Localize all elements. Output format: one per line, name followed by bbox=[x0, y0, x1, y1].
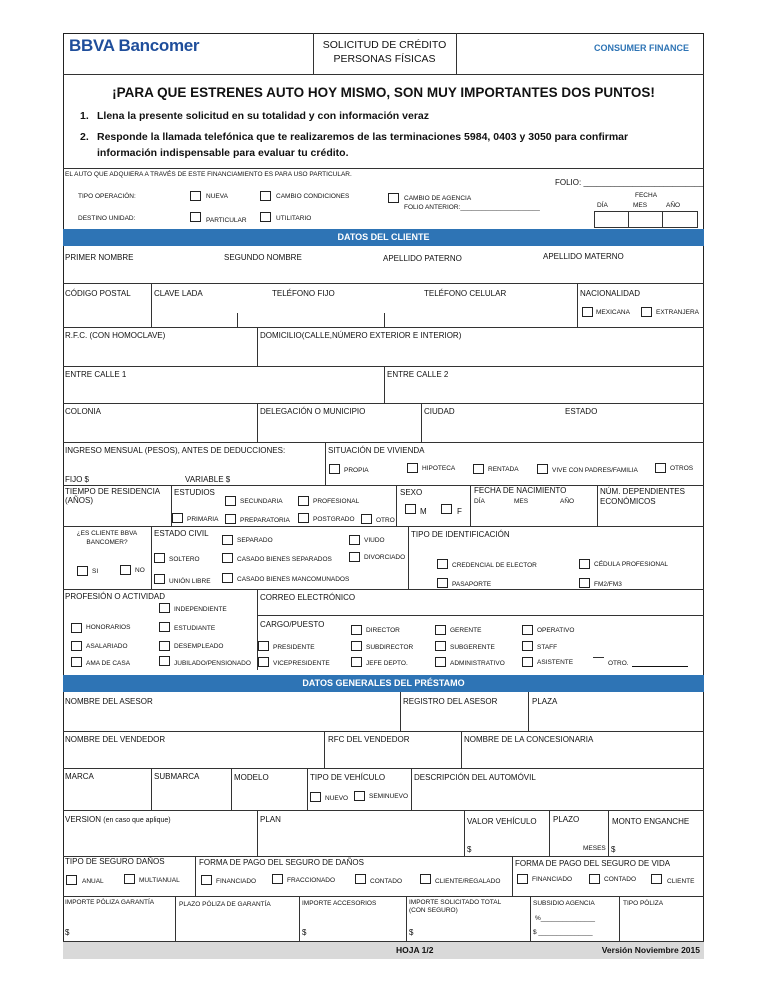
mexicana-label: MEXICANA bbox=[596, 309, 630, 316]
clave-lada-label: CLAVE LADA bbox=[154, 289, 203, 298]
seminuevo-label: SEMINUEVO bbox=[369, 793, 409, 800]
divider bbox=[608, 810, 609, 856]
rfc-vendedor-label: RFC DEL VENDEDOR bbox=[328, 735, 410, 744]
codigo-postal-label: CÓDIGO POSTAL bbox=[65, 289, 131, 298]
divider bbox=[63, 526, 704, 527]
nombre-concesionaria-label: NOMBRE DE LA CONCESIONARIA bbox=[464, 735, 594, 744]
version-note: (en caso que aplique) bbox=[103, 817, 171, 824]
client-section-band: DATOS DEL CLIENTE bbox=[63, 229, 704, 246]
anual-checkbox[interactable] bbox=[66, 875, 77, 885]
operativo-label: OPERATIVO bbox=[537, 627, 575, 634]
colonia-label: COLONIA bbox=[65, 407, 102, 416]
desempleado-label: DESEMPLEADO bbox=[174, 643, 224, 650]
dependientes-line2: ECONÓMICOS bbox=[600, 497, 656, 506]
primer-nombre-label: PRIMER NOMBRE bbox=[65, 253, 134, 262]
importe-solicitado-label bbox=[409, 899, 501, 915]
divider bbox=[408, 526, 409, 589]
presidente-label: PRESIDENTE bbox=[273, 644, 315, 651]
subdirector-label: SUBDIRECTOR bbox=[366, 644, 414, 651]
tipo-operacion-label: TIPO OPERACIÓN: bbox=[78, 193, 136, 200]
credencial-elector-checkbox[interactable] bbox=[437, 559, 448, 569]
es-cliente-line1: ¿ES CLIENTE BBVA bbox=[76, 530, 138, 537]
union-libre-label: UNIÓN LIBRE bbox=[169, 578, 211, 585]
secundaria-checkbox[interactable] bbox=[225, 496, 236, 506]
fecha-nacimiento-label: FECHA DE NACIMIENTO bbox=[474, 486, 567, 495]
union-libre-checkbox[interactable] bbox=[154, 574, 165, 584]
financiado-danos-checkbox[interactable] bbox=[201, 875, 212, 885]
otros-checkbox[interactable] bbox=[655, 463, 666, 473]
divider bbox=[597, 485, 598, 526]
staff-label: STAFF bbox=[537, 644, 558, 651]
gerente-checkbox[interactable] bbox=[435, 625, 446, 635]
cambio-condiciones-checkbox[interactable] bbox=[260, 191, 271, 201]
forma-pago-danos-label: FORMA DE PAGO DEL SEGURO DE DAÑOS bbox=[199, 858, 364, 867]
fijo-label: FIJO $ bbox=[65, 475, 90, 484]
asalariado-checkbox[interactable] bbox=[71, 641, 82, 651]
divider bbox=[619, 896, 620, 941]
cambio-agencia-label: CAMBIO DE AGENCIA bbox=[404, 195, 472, 202]
sexo-f-label: F bbox=[457, 507, 462, 516]
divorciado-label: DIVORCIADO bbox=[364, 554, 406, 561]
asalariado-label: ASALARIADO bbox=[86, 643, 128, 650]
ama-casa-checkbox[interactable] bbox=[71, 657, 82, 667]
meses-label: MESES bbox=[583, 845, 606, 852]
utilitario-label: UTILITARIO bbox=[276, 215, 312, 222]
promo-item-2-text-a: Responde la llamada telefónica que te realizaremos de las terminaciones 5984, 0403 y 3050 para confirmar bbox=[97, 131, 629, 143]
divider bbox=[63, 168, 704, 169]
monto-enganche-label: MONTO ENGANCHE bbox=[612, 817, 690, 826]
multianual-checkbox[interactable] bbox=[124, 874, 135, 884]
divider bbox=[384, 313, 385, 327]
pasaporte-checkbox[interactable] bbox=[437, 578, 448, 588]
bbva-logo bbox=[69, 36, 199, 56]
administrativo-label: ADMINISTRATIVO bbox=[450, 660, 505, 667]
cedula-checkbox[interactable] bbox=[579, 559, 590, 569]
fraccionado-checkbox[interactable] bbox=[272, 874, 283, 884]
fraccionado-label: FRACCIONADO bbox=[287, 877, 336, 884]
forma-pago-vida-label: FORMA DE PAGO DEL SEGURO DE VIDA bbox=[515, 859, 671, 868]
divider bbox=[530, 896, 531, 941]
divider bbox=[299, 896, 300, 941]
nuevo-label: NUEVO bbox=[325, 795, 349, 802]
particular-checkbox[interactable] bbox=[190, 212, 201, 222]
doc-title bbox=[313, 38, 456, 66]
profesional-checkbox[interactable] bbox=[298, 496, 309, 506]
importe-poliza-dollar: $ bbox=[65, 928, 70, 937]
dependientes-line1: NÚM. DEPENDIENTES bbox=[600, 487, 685, 496]
subsidio-label: SUBSIDIO AGENCIA bbox=[533, 900, 595, 907]
nacionalidad-label: NACIONALIDAD bbox=[580, 289, 641, 298]
cliente-si-checkbox[interactable] bbox=[77, 566, 88, 576]
registro-asesor-label: REGISTRO DEL ASESOR bbox=[403, 697, 498, 706]
profesional-label: PROFESIONAL bbox=[313, 498, 360, 505]
valor-vehiculo-label: VALOR VEHÍCULO bbox=[467, 817, 537, 826]
divider bbox=[406, 896, 407, 941]
gerente-label: GERENTE bbox=[450, 627, 482, 634]
profesion-label: PROFESIÓN O ACTIVIDAD bbox=[65, 592, 166, 601]
domicilio-label: DOMICILIO(CALLE,NÚMERO EXTERIOR E INTERIOR) bbox=[260, 331, 462, 340]
divider bbox=[257, 615, 704, 616]
divider bbox=[175, 896, 176, 941]
tipo-identificacion-label: TIPO DE IDENTIFICACIÓN bbox=[411, 530, 510, 539]
divider bbox=[577, 283, 578, 327]
estudios-label: ESTUDIOS bbox=[174, 488, 215, 497]
cliente-regalado-label: CLIENTE/REGALADO bbox=[435, 878, 501, 885]
estudiante-checkbox[interactable] bbox=[159, 622, 170, 632]
ciudad-label: CIUDAD bbox=[424, 407, 455, 416]
casado-separados-label: CASADO BIENES SEPARADOS bbox=[237, 556, 332, 563]
promo-headline: ¡PARA QUE ESTRENES AUTO HOY MISMO, SON MUY IMPORTANTES DOS PUNTOS! bbox=[112, 85, 655, 100]
separado-checkbox[interactable] bbox=[222, 535, 233, 545]
seminuevo-checkbox[interactable] bbox=[354, 791, 365, 801]
fm2-checkbox[interactable] bbox=[579, 578, 590, 588]
staff-checkbox[interactable] bbox=[522, 641, 533, 651]
fecha-dia-label: DÍA bbox=[597, 202, 608, 209]
pasaporte-label: PASAPORTE bbox=[452, 581, 492, 588]
tiempo-residencia-line1: TIEMPO DE RESIDENCIA bbox=[65, 487, 161, 496]
otros-label: OTROS bbox=[670, 465, 694, 472]
divider bbox=[63, 731, 704, 732]
correo-label: CORREO ELECTRÓNICO bbox=[260, 593, 356, 602]
divider bbox=[461, 731, 462, 768]
apellido-paterno-label: APELLIDO PATERNO bbox=[383, 254, 462, 263]
rentada-checkbox[interactable] bbox=[473, 464, 484, 474]
divider bbox=[63, 768, 704, 769]
ama-casa-label: AMA DE CASA bbox=[86, 660, 131, 667]
divider bbox=[411, 768, 412, 810]
independiente-label: INDEPENDIENTE bbox=[174, 606, 227, 613]
casado-mancomunados-checkbox[interactable] bbox=[222, 573, 233, 583]
divider bbox=[400, 692, 401, 731]
preparatoria-label: PREPARATORIA bbox=[240, 517, 290, 524]
page-number: HOJA 1/2 bbox=[396, 945, 434, 955]
tiempo-residencia-line2: (AÑOS) bbox=[65, 496, 93, 505]
segundo-nombre-label: SEGUNDO NOMBRE bbox=[224, 253, 302, 262]
jefe-depto-label: JEFE DEPTO. bbox=[366, 660, 408, 667]
sexo-f-checkbox[interactable] bbox=[441, 504, 452, 514]
divider bbox=[464, 810, 465, 856]
asistente-label: ASISTENTE bbox=[537, 659, 574, 666]
promo-item-2-num: 2. bbox=[80, 131, 89, 143]
divider bbox=[63, 74, 704, 75]
divider bbox=[307, 768, 308, 810]
nuevo-checkbox[interactable] bbox=[310, 792, 321, 802]
casado-separados-checkbox[interactable] bbox=[222, 553, 233, 563]
cargo-label: CARGO/PUESTO bbox=[260, 620, 325, 629]
tipo-poliza-label: TIPO PÓLIZA bbox=[623, 900, 664, 907]
tipo-vehiculo-label: TIPO DE VEHÍCULO bbox=[310, 773, 386, 782]
soltero-checkbox[interactable] bbox=[154, 553, 165, 563]
promo-item-2-text-b: información indispensable para evaluar tu crédito. bbox=[97, 147, 349, 159]
otro-cargo-label: OTRO. bbox=[608, 660, 629, 667]
hipoteca-label: HIPOTECA bbox=[422, 465, 456, 472]
rentada-label: RENTADA bbox=[488, 466, 519, 473]
particular-label: PARTICULAR bbox=[206, 217, 247, 224]
divider bbox=[528, 692, 529, 731]
es-cliente-line2: BANCOMER? bbox=[86, 539, 128, 546]
es-cliente-label bbox=[73, 529, 141, 547]
plaza-label: PLAZA bbox=[532, 697, 558, 706]
fecha-nac-dia-label: DÍA bbox=[474, 498, 485, 505]
fecha-anio-label: AÑO bbox=[666, 202, 681, 209]
credencial-elector-label: CREDENCIAL DE ELECTOR bbox=[452, 562, 537, 569]
vicepresidente-label: VICEPRESIDENTE bbox=[273, 660, 330, 667]
subsidio-pct-field[interactable]: %_______________ bbox=[535, 915, 596, 922]
fecha-nac-mes-label: MES bbox=[514, 498, 529, 505]
descripcion-label: DESCRIPCIÓN DEL AUTOMÓVIL bbox=[414, 773, 536, 782]
vicepresidente-checkbox[interactable] bbox=[258, 657, 269, 667]
divider bbox=[470, 485, 471, 526]
divider bbox=[628, 211, 629, 228]
contado-vida-checkbox[interactable] bbox=[589, 874, 600, 884]
postgrado-label: POSTGRADO bbox=[313, 516, 355, 523]
apellido-materno-label: APELLIDO MATERNO bbox=[543, 252, 624, 261]
hipoteca-checkbox[interactable] bbox=[407, 463, 418, 473]
footer-bar bbox=[63, 941, 704, 959]
fecha-box[interactable] bbox=[594, 211, 698, 228]
extranjera-checkbox[interactable] bbox=[641, 307, 652, 317]
director-checkbox[interactable] bbox=[351, 625, 362, 635]
presidente-checkbox[interactable] bbox=[258, 641, 269, 651]
divider bbox=[549, 810, 550, 856]
divider bbox=[63, 442, 704, 443]
plan-label: PLAN bbox=[260, 815, 281, 824]
divider bbox=[325, 442, 326, 485]
marca-label: MARCA bbox=[65, 772, 94, 781]
importe-accesorios-label: IMPORTE ACCESORIOS bbox=[302, 900, 377, 907]
plazo-label: PLAZO bbox=[553, 815, 580, 824]
divider bbox=[512, 856, 513, 896]
divider bbox=[257, 810, 258, 856]
director-label: DIRECTOR bbox=[366, 627, 400, 634]
otro-cargo-field[interactable] bbox=[632, 666, 688, 667]
otro-cargo-mark bbox=[593, 657, 604, 658]
divider bbox=[63, 403, 704, 404]
otro-estudio-checkbox[interactable] bbox=[361, 514, 372, 524]
financiado-vida-checkbox[interactable] bbox=[517, 874, 528, 884]
cedula-label: CÉDULA PROFESIONAL bbox=[594, 561, 669, 568]
situacion-vivienda-label: SITUACIÓN DE VIVIENDA bbox=[328, 446, 425, 455]
divider bbox=[195, 856, 196, 896]
divider bbox=[151, 283, 152, 327]
honorarios-checkbox[interactable] bbox=[71, 623, 82, 633]
divider bbox=[324, 731, 325, 768]
entre-calle-2-label: ENTRE CALLE 2 bbox=[387, 370, 449, 379]
propia-checkbox[interactable] bbox=[329, 464, 340, 474]
divider bbox=[456, 33, 457, 74]
divider bbox=[257, 403, 258, 442]
folio-anterior-field[interactable]: FOLIO ANTERIOR:______________________ bbox=[404, 204, 540, 211]
cliente-no-checkbox[interactable] bbox=[120, 565, 131, 575]
financiado-vida-label: FINANCIADO bbox=[532, 876, 573, 883]
subsidio-amt-field[interactable]: $ _______________ bbox=[533, 929, 593, 936]
divider bbox=[63, 896, 704, 897]
divider bbox=[151, 526, 152, 589]
otro-estudio-label: OTRO bbox=[376, 517, 395, 524]
tiempo-residencia-label bbox=[65, 487, 160, 505]
contado-danos-checkbox[interactable] bbox=[355, 874, 366, 884]
divider bbox=[237, 313, 238, 327]
cambio-agencia-checkbox[interactable] bbox=[388, 193, 399, 203]
propia-label: PROPIA bbox=[344, 467, 369, 474]
plazo-poliza-label: PLAZO PÓLIZA DE GARANTÍA bbox=[179, 901, 271, 908]
nueva-checkbox[interactable] bbox=[190, 191, 201, 201]
divider bbox=[63, 283, 704, 284]
viudo-checkbox[interactable] bbox=[349, 535, 360, 545]
administrativo-checkbox[interactable] bbox=[435, 657, 446, 667]
divider bbox=[421, 403, 422, 442]
submarca-label: SUBMARCA bbox=[154, 772, 200, 781]
importe-accesorios-dollar: $ bbox=[302, 928, 307, 937]
fecha-mes-label: MES bbox=[633, 202, 648, 209]
divider bbox=[396, 485, 397, 526]
version-date: Versión Noviembre 2015 bbox=[601, 945, 700, 955]
cliente-no-label: NO bbox=[135, 567, 145, 574]
promo-item-1-text: Llena la presente solicitud en su totalidad y con información veraz bbox=[97, 110, 429, 122]
loan-section-band: DATOS GENERALES DEL PRÉSTAMO bbox=[63, 675, 704, 692]
tipo-seguro-danos-label: TIPO DE SEGURO DAÑOS bbox=[65, 857, 165, 866]
estudiante-label: ESTUDIANTE bbox=[174, 625, 216, 632]
nueva-label: NUEVA bbox=[206, 193, 228, 200]
secundaria-label: SECUNDARIA bbox=[240, 498, 283, 505]
fecha-label: FECHA bbox=[635, 192, 658, 199]
divider bbox=[63, 589, 704, 590]
separado-label: SEPARADO bbox=[237, 537, 273, 544]
subdirector-checkbox[interactable] bbox=[351, 641, 362, 651]
asistente-checkbox[interactable] bbox=[522, 657, 533, 667]
casado-mancomunados-label: CASADO BIENES MANCOMUNADOS bbox=[237, 576, 350, 583]
promo-item-2 bbox=[80, 129, 628, 161]
dependientes-label bbox=[600, 487, 685, 507]
vive-padres-label: VIVE CON PADRES/FAMILIA bbox=[552, 467, 638, 474]
subgerente-label: SUBGERENTE bbox=[450, 644, 495, 651]
cambio-condiciones-label: CAMBIO CONDICIONES bbox=[276, 193, 350, 200]
importe-poliza-label: IMPORTE PÓLIZA GARANTÍA bbox=[65, 899, 155, 906]
importe-solicitado-dollar: $ bbox=[409, 928, 414, 937]
version-label bbox=[65, 815, 171, 826]
postgrado-checkbox[interactable] bbox=[298, 513, 309, 523]
entre-calle-1-label: ENTRE CALLE 1 bbox=[65, 370, 127, 379]
divider bbox=[63, 485, 704, 486]
delegacion-label: DELEGACIÓN O MUNICIPIO bbox=[260, 407, 366, 416]
primaria-checkbox[interactable] bbox=[172, 513, 183, 523]
version-text: VERSION bbox=[65, 815, 102, 824]
divorciado-checkbox[interactable] bbox=[349, 552, 360, 562]
divider bbox=[231, 768, 232, 810]
utilitario-checkbox[interactable] bbox=[260, 212, 271, 222]
contado-vida-label: CONTADO bbox=[604, 876, 637, 883]
importe-solicitado-line1: IMPORTE SOLICITADO TOTAL bbox=[409, 899, 502, 906]
cliente-regalado-checkbox[interactable] bbox=[420, 874, 431, 884]
cliente-vida-checkbox[interactable] bbox=[651, 874, 662, 884]
contado-danos-label: CONTADO bbox=[370, 878, 403, 885]
doc-title-line1: SOLICITUD DE CRÉDITO bbox=[322, 39, 447, 51]
valor-vehiculo-dollar: $ bbox=[467, 845, 472, 854]
mexicana-checkbox[interactable] bbox=[582, 307, 593, 317]
estado-civil-label: ESTADO CIVIL bbox=[154, 529, 209, 538]
promo-item-1 bbox=[80, 110, 429, 122]
divider bbox=[662, 211, 663, 228]
jefe-depto-checkbox[interactable] bbox=[351, 657, 362, 667]
desempleado-checkbox[interactable] bbox=[159, 641, 170, 651]
cliente-si-label: SI bbox=[92, 568, 99, 575]
sexo-label: SEXO bbox=[400, 488, 423, 497]
logo-text: BBVA Bancomer bbox=[69, 36, 200, 55]
monto-enganche-dollar: $ bbox=[611, 845, 616, 854]
divider bbox=[384, 366, 385, 403]
variable-label: VARIABLE $ bbox=[185, 475, 231, 484]
disclaimer: EL AUTO QUE ADQUIERA A TRAVÉS DE ESTE FINANCIAMIENTO ES PARA USO PARTICULAR. bbox=[65, 171, 352, 178]
sexo-m-checkbox[interactable] bbox=[405, 504, 416, 514]
telefono-celular-label: TELÉFONO CELULAR bbox=[424, 289, 507, 298]
rfc-label: R.F.C. (CON HOMOCLAVE) bbox=[65, 331, 166, 340]
honorarios-label: HONORARIOS bbox=[86, 624, 131, 631]
multianual-label: MULTIANUAL bbox=[139, 877, 180, 884]
divider bbox=[63, 327, 704, 328]
subgerente-checkbox[interactable] bbox=[435, 641, 446, 651]
estado-label: ESTADO bbox=[565, 407, 598, 416]
anual-label: ANUAL bbox=[82, 878, 104, 885]
fm2-label: FM2/FM3 bbox=[594, 581, 622, 588]
importe-solicitado-line2: (CON SEGURO) bbox=[409, 907, 458, 914]
nombre-asesor-label: NOMBRE DEL ASESOR bbox=[65, 697, 153, 706]
divider bbox=[151, 768, 152, 810]
primaria-label: PRIMARIA bbox=[187, 516, 219, 523]
ingreso-label: INGRESO MENSUAL (PESOS), ANTES DE DEDUCCIONES: bbox=[65, 446, 286, 455]
cliente-vida-label: CLIENTE bbox=[667, 878, 695, 885]
preparatoria-checkbox[interactable] bbox=[225, 514, 236, 524]
extranjera-label: EXTRANJERA bbox=[656, 309, 699, 316]
doc-title-line2: PERSONAS FÍSICAS bbox=[333, 53, 436, 65]
telefono-fijo-label: TELÉFONO FIJO bbox=[272, 289, 335, 298]
folio-field[interactable]: FOLIO: ___________________________ bbox=[555, 178, 704, 187]
modelo-label: MODELO bbox=[234, 773, 269, 782]
soltero-label: SOLTERO bbox=[169, 556, 200, 563]
jubilado-checkbox[interactable] bbox=[159, 656, 170, 666]
consumer-finance-label: CONSUMER FINANCE bbox=[594, 43, 690, 53]
divider bbox=[257, 327, 258, 366]
vive-padres-checkbox[interactable] bbox=[537, 464, 548, 474]
operativo-checkbox[interactable] bbox=[522, 625, 533, 635]
viudo-label: VIUDO bbox=[364, 537, 385, 544]
fecha-nac-anio-label: AÑO bbox=[560, 498, 575, 505]
jubilado-label: JUBILADO/PENSIONADO bbox=[174, 660, 251, 667]
destino-unidad-label: DESTINO UNIDAD: bbox=[78, 215, 136, 222]
nombre-vendedor-label: NOMBRE DEL VENDEDOR bbox=[65, 735, 166, 744]
independiente-checkbox[interactable] bbox=[159, 603, 170, 613]
promo-item-1-num: 1. bbox=[80, 110, 89, 122]
sexo-m-label: M bbox=[420, 507, 427, 516]
financiado-danos-label: FINANCIADO bbox=[216, 878, 257, 885]
